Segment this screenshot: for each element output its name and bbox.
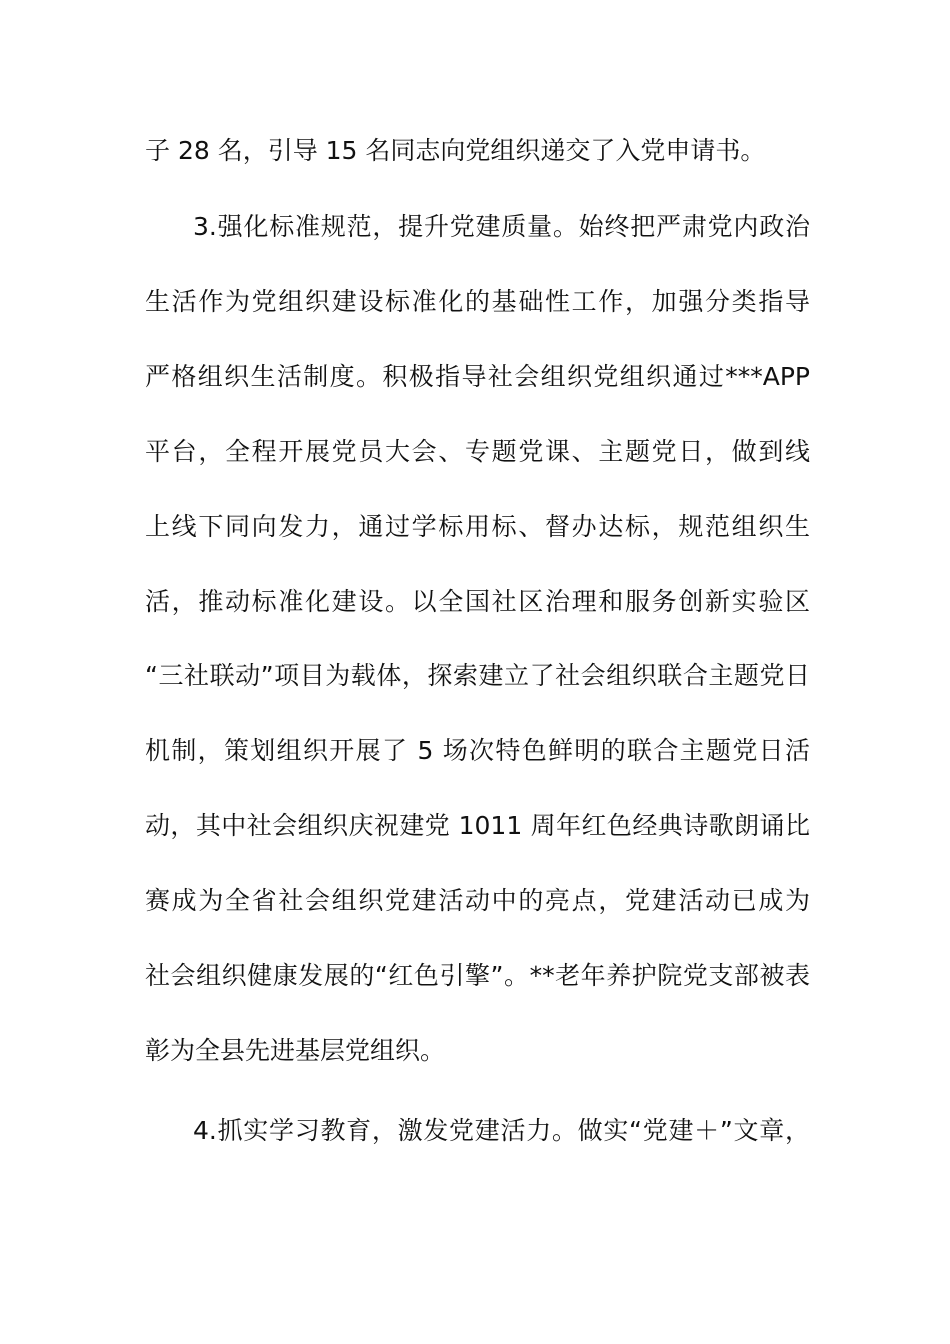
text-line-5: 平台，全程开展党员大会、专题党课、主题党日，做到线 — [145, 437, 810, 466]
text-line-11: 赛成为全省社会组织党建活动中的亮点，党建活动已成为 — [145, 886, 810, 915]
text-line-7: 活，推动标准化建设。以全国社区治理和服务创新实验区 — [145, 587, 810, 616]
text-line-3: 生活作为党组织建设标准化的基础性工作，加强分类指导 — [145, 287, 810, 316]
text-line-1: 子 28 名，引导 15 名同志向党组织递交了入党申请书。 — [145, 136, 766, 165]
text-line-4: 严格组织生活制度。积极指导社会组织党组织通过***APP — [145, 362, 810, 391]
paragraph-3-heading-line: 3.强化标准规范，提升党建质量。始终把严肃党内政治 — [193, 212, 810, 241]
text-line-10: 动，其中社会组织庆祝建党 1011 周年红色经典诗歌朗诵比 — [145, 811, 810, 840]
paragraph-4-heading-line: 4.抓实学习教育，激发党建活力。做实“党建＋”文章， — [193, 1116, 810, 1145]
text-line-9: 机制，策划组织开展了 5 场次特色鲜明的联合主题党日活 — [145, 736, 810, 765]
text-line-8: “三社联动”项目为载体，探索建立了社会组织联合主题党日 — [145, 661, 810, 690]
text-line-12: 社会组织健康发展的“红色引擎”。**老年养护院党支部被表 — [145, 961, 810, 990]
text-line-13: 彰为全县先进基层党组织。 — [145, 1036, 446, 1065]
text-line-6: 上线下同向发力，通过学标用标、督办达标，规范组织生 — [145, 512, 810, 541]
